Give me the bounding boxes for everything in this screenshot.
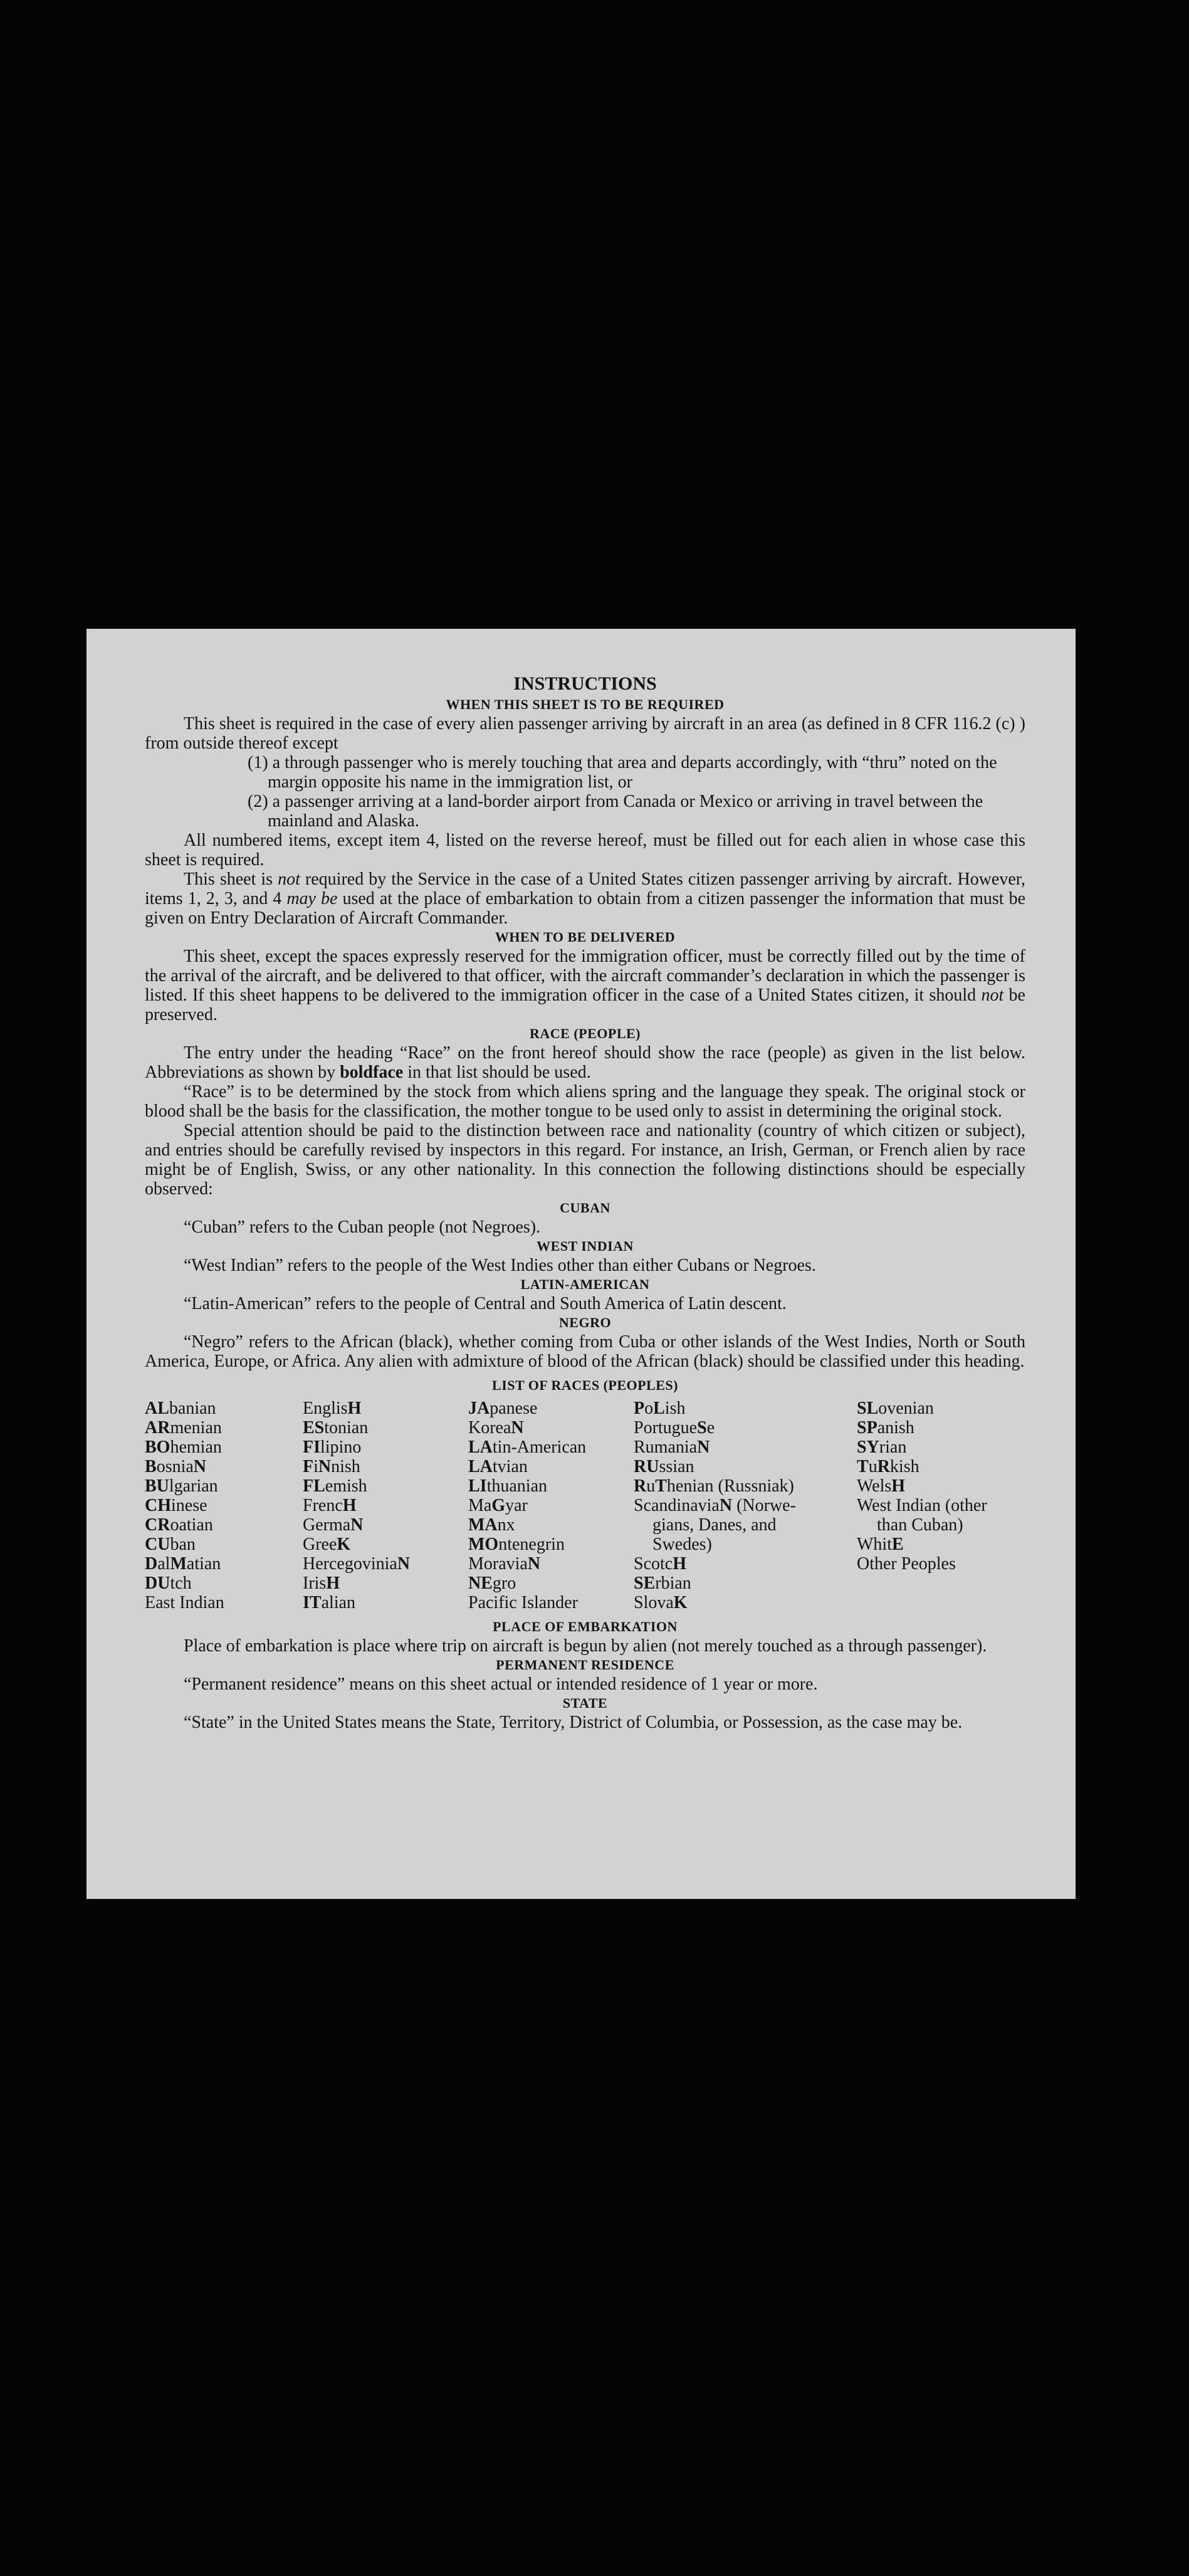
race-entry: BUlgarian xyxy=(145,1476,218,1496)
race-entry: KoreaN xyxy=(468,1418,524,1438)
race-entry: RUssian xyxy=(634,1457,694,1476)
race-entry: CRoatian xyxy=(145,1515,213,1535)
race-column xyxy=(145,1399,303,1612)
race-entry: LAtvian xyxy=(468,1457,528,1476)
race-entry: FiNnish xyxy=(303,1457,360,1476)
race-entry: SErbian xyxy=(634,1574,691,1593)
race-entry: TuRkish xyxy=(857,1457,919,1476)
paragraph: This sheet is required in the case of every alien passenger arriving by aircraft in an area (as defined in 8 CFR 116.2 (c) ) from outside thereof except xyxy=(145,714,1025,753)
paragraph: “Race” is to be determined by the stock from which aliens spring and the language they speak. The original stock or blood shall be the basis for the classification, the mother tongue to be used only to assist in determining the original stock. xyxy=(145,1082,1025,1121)
page-title: INSTRUCTIONS xyxy=(513,673,657,694)
race-column xyxy=(634,1399,857,1612)
paragraph: The entry under the heading “Race” on the front hereof should show the race (people) as given in the list below. Abbreviations as shown by boldface in that list should be used. xyxy=(145,1043,1025,1082)
races-table xyxy=(145,1399,1025,1612)
paragraph: This sheet is not required by the Service in the case of a United States citizen passenger arriving by aircraft. However, items 1, 2, 3, and 4 may be used at the place of embarkation to obtain from a citizen passenger the information that must be given on Entry Declaration of Aircraft Commander. xyxy=(145,870,1026,928)
race-entry: ALbanian xyxy=(145,1399,216,1418)
race-entry: ARmenian xyxy=(145,1418,222,1438)
race-entry: GermaN xyxy=(303,1515,364,1535)
race-entry: West Indian (other xyxy=(857,1496,987,1515)
section-heading: PERMANENT RESIDENCE xyxy=(496,1657,674,1673)
race-entry: LAtin-American xyxy=(468,1438,587,1457)
race-entry: EnglisH xyxy=(303,1399,362,1418)
race-entry: PortugueSe xyxy=(634,1418,715,1438)
section-heading: LATIN-AMERICAN xyxy=(520,1276,650,1292)
section-heading: STATE xyxy=(562,1695,608,1711)
race-entry: SLovenian xyxy=(857,1399,934,1418)
race-entry: ScotcH xyxy=(634,1554,686,1574)
race-entry: MAnx xyxy=(468,1515,515,1535)
race-entry: JApanese xyxy=(468,1399,538,1418)
section-heading: WHEN TO BE DELIVERED xyxy=(495,929,676,945)
race-entry: FIlipino xyxy=(303,1438,362,1457)
section-heading: LIST OF RACES (PEOPLES) xyxy=(492,1377,678,1393)
race-entry: FrencH xyxy=(303,1496,357,1515)
paragraph: All numbered items, except item 4, listed on the reverse hereof, must be filled out for each alien in whose case this sheet is required. xyxy=(145,831,1025,870)
definition: Place of embarkation is place where trip on aircraft is begun by alien (not merely touched as a through passenger). xyxy=(184,1636,987,1656)
section-heading: NEGRO xyxy=(558,1315,612,1330)
race-entry: BosniaN xyxy=(145,1457,207,1476)
race-entry: GreeK xyxy=(303,1535,351,1554)
definition: “West Indian” refers to the people of the West Indies other than either Cubans or Negroes. xyxy=(184,1256,816,1275)
race-entry: DalMatian xyxy=(145,1554,221,1574)
race-entry: IrisH xyxy=(303,1574,340,1593)
race-entry: BOhemian xyxy=(145,1438,222,1457)
paragraph: This sheet, except the spaces expressly reserved for the immigration officer, must be correctly filled out by the time of the arrival of the aircraft, and be delivered to that officer, with the aircraft commander’s declaration in which the passenger is listed. If this sheet happens to be delivered to the immigration officer in the case of a United States citizen, it should not be preserved. xyxy=(145,947,1025,1024)
list-item: (1) a through passenger who is merely touching that area and departs accordingly, with “thru” noted on the margin opposite his name in the immigration list, or xyxy=(248,753,997,792)
definition: “Latin-American” refers to the people of Central and South America of Latin descent. xyxy=(184,1294,787,1313)
race-entry: SYrian xyxy=(857,1438,907,1457)
race-entry: WelsH xyxy=(857,1476,906,1496)
section-heading: PLACE OF EMBARKATION xyxy=(493,1619,678,1634)
race-entry: MoraviaN xyxy=(468,1554,541,1574)
race-entry: CHinese xyxy=(145,1496,207,1515)
race-column xyxy=(857,1399,1032,1612)
race-entry: DUtch xyxy=(145,1574,192,1593)
race-entry: ITalian xyxy=(303,1593,355,1612)
exception-list xyxy=(145,753,1025,831)
race-entry: RuThenian (Russniak) xyxy=(634,1476,794,1496)
race-entry: Swedes) xyxy=(652,1535,712,1554)
section-heading: WEST INDIAN xyxy=(537,1238,634,1254)
list-item: (2) a passenger arriving at a land-border airport from Canada or Mexico or arriving in travel between the mainland and Alaska. xyxy=(248,792,983,831)
race-entry: FLemish xyxy=(303,1476,367,1496)
paragraph: Special attention should be paid to the distinction between race and nationality (country of which citizen or subject), and entries should be carefully revised by inspectors in this regard. For instance, an Irish, German, or French alien by race might be of English, Swiss, or any other nationality. In this connection the following distinctions should be especially observed: xyxy=(145,1121,1025,1199)
definition: “Cuban” refers to the Cuban people (not Negroes). xyxy=(184,1217,541,1237)
race-entry: RumaniaN xyxy=(634,1438,710,1457)
race-entry: SPanish xyxy=(857,1418,914,1438)
race-entry: ScandinaviaN (Norwe- xyxy=(634,1496,796,1515)
race-entry: East Indian xyxy=(145,1593,224,1612)
race-entry: CUban xyxy=(145,1535,196,1554)
race-entry: LIthuanian xyxy=(468,1476,547,1496)
race-entry: gians, Danes, and xyxy=(652,1515,777,1535)
race-entry: than Cuban) xyxy=(877,1515,963,1535)
race-column xyxy=(468,1399,634,1612)
race-entry: Pacific Islander xyxy=(468,1593,578,1612)
race-entry: MOntenegrin xyxy=(468,1535,565,1554)
race-entry: Other Peoples xyxy=(857,1554,956,1574)
definition: “Permanent residence” means on this sheet actual or intended residence of 1 year or more. xyxy=(184,1674,818,1694)
definition: “Negro” refers to the African (black), whether coming from Cuba or other islands of the West Indies, North or South America, Europe, or Africa. Any alien with admixture of blood of the African (black) should be classified under this heading. xyxy=(145,1332,1025,1371)
race-entry: SlovaK xyxy=(634,1593,688,1612)
race-entry: MaGyar xyxy=(468,1496,528,1515)
race-entry: NEgro xyxy=(468,1574,516,1593)
race-column xyxy=(303,1399,468,1612)
race-entry: PoLish xyxy=(634,1399,686,1418)
instruction-sheet xyxy=(86,629,1076,1899)
definition: “State” in the United States means the State, Territory, District of Columbia, or Possession, as the case may be. xyxy=(184,1713,963,1732)
race-entry: WhitE xyxy=(857,1535,904,1554)
section-heading: RACE (PEOPLE) xyxy=(530,1026,641,1041)
section-heading: CUBAN xyxy=(560,1200,610,1216)
section-heading: WHEN THIS SHEET IS TO BE REQUIRED xyxy=(446,697,725,712)
race-entry: EStonian xyxy=(303,1418,369,1438)
race-entry: HercegoviniaN xyxy=(303,1554,411,1574)
